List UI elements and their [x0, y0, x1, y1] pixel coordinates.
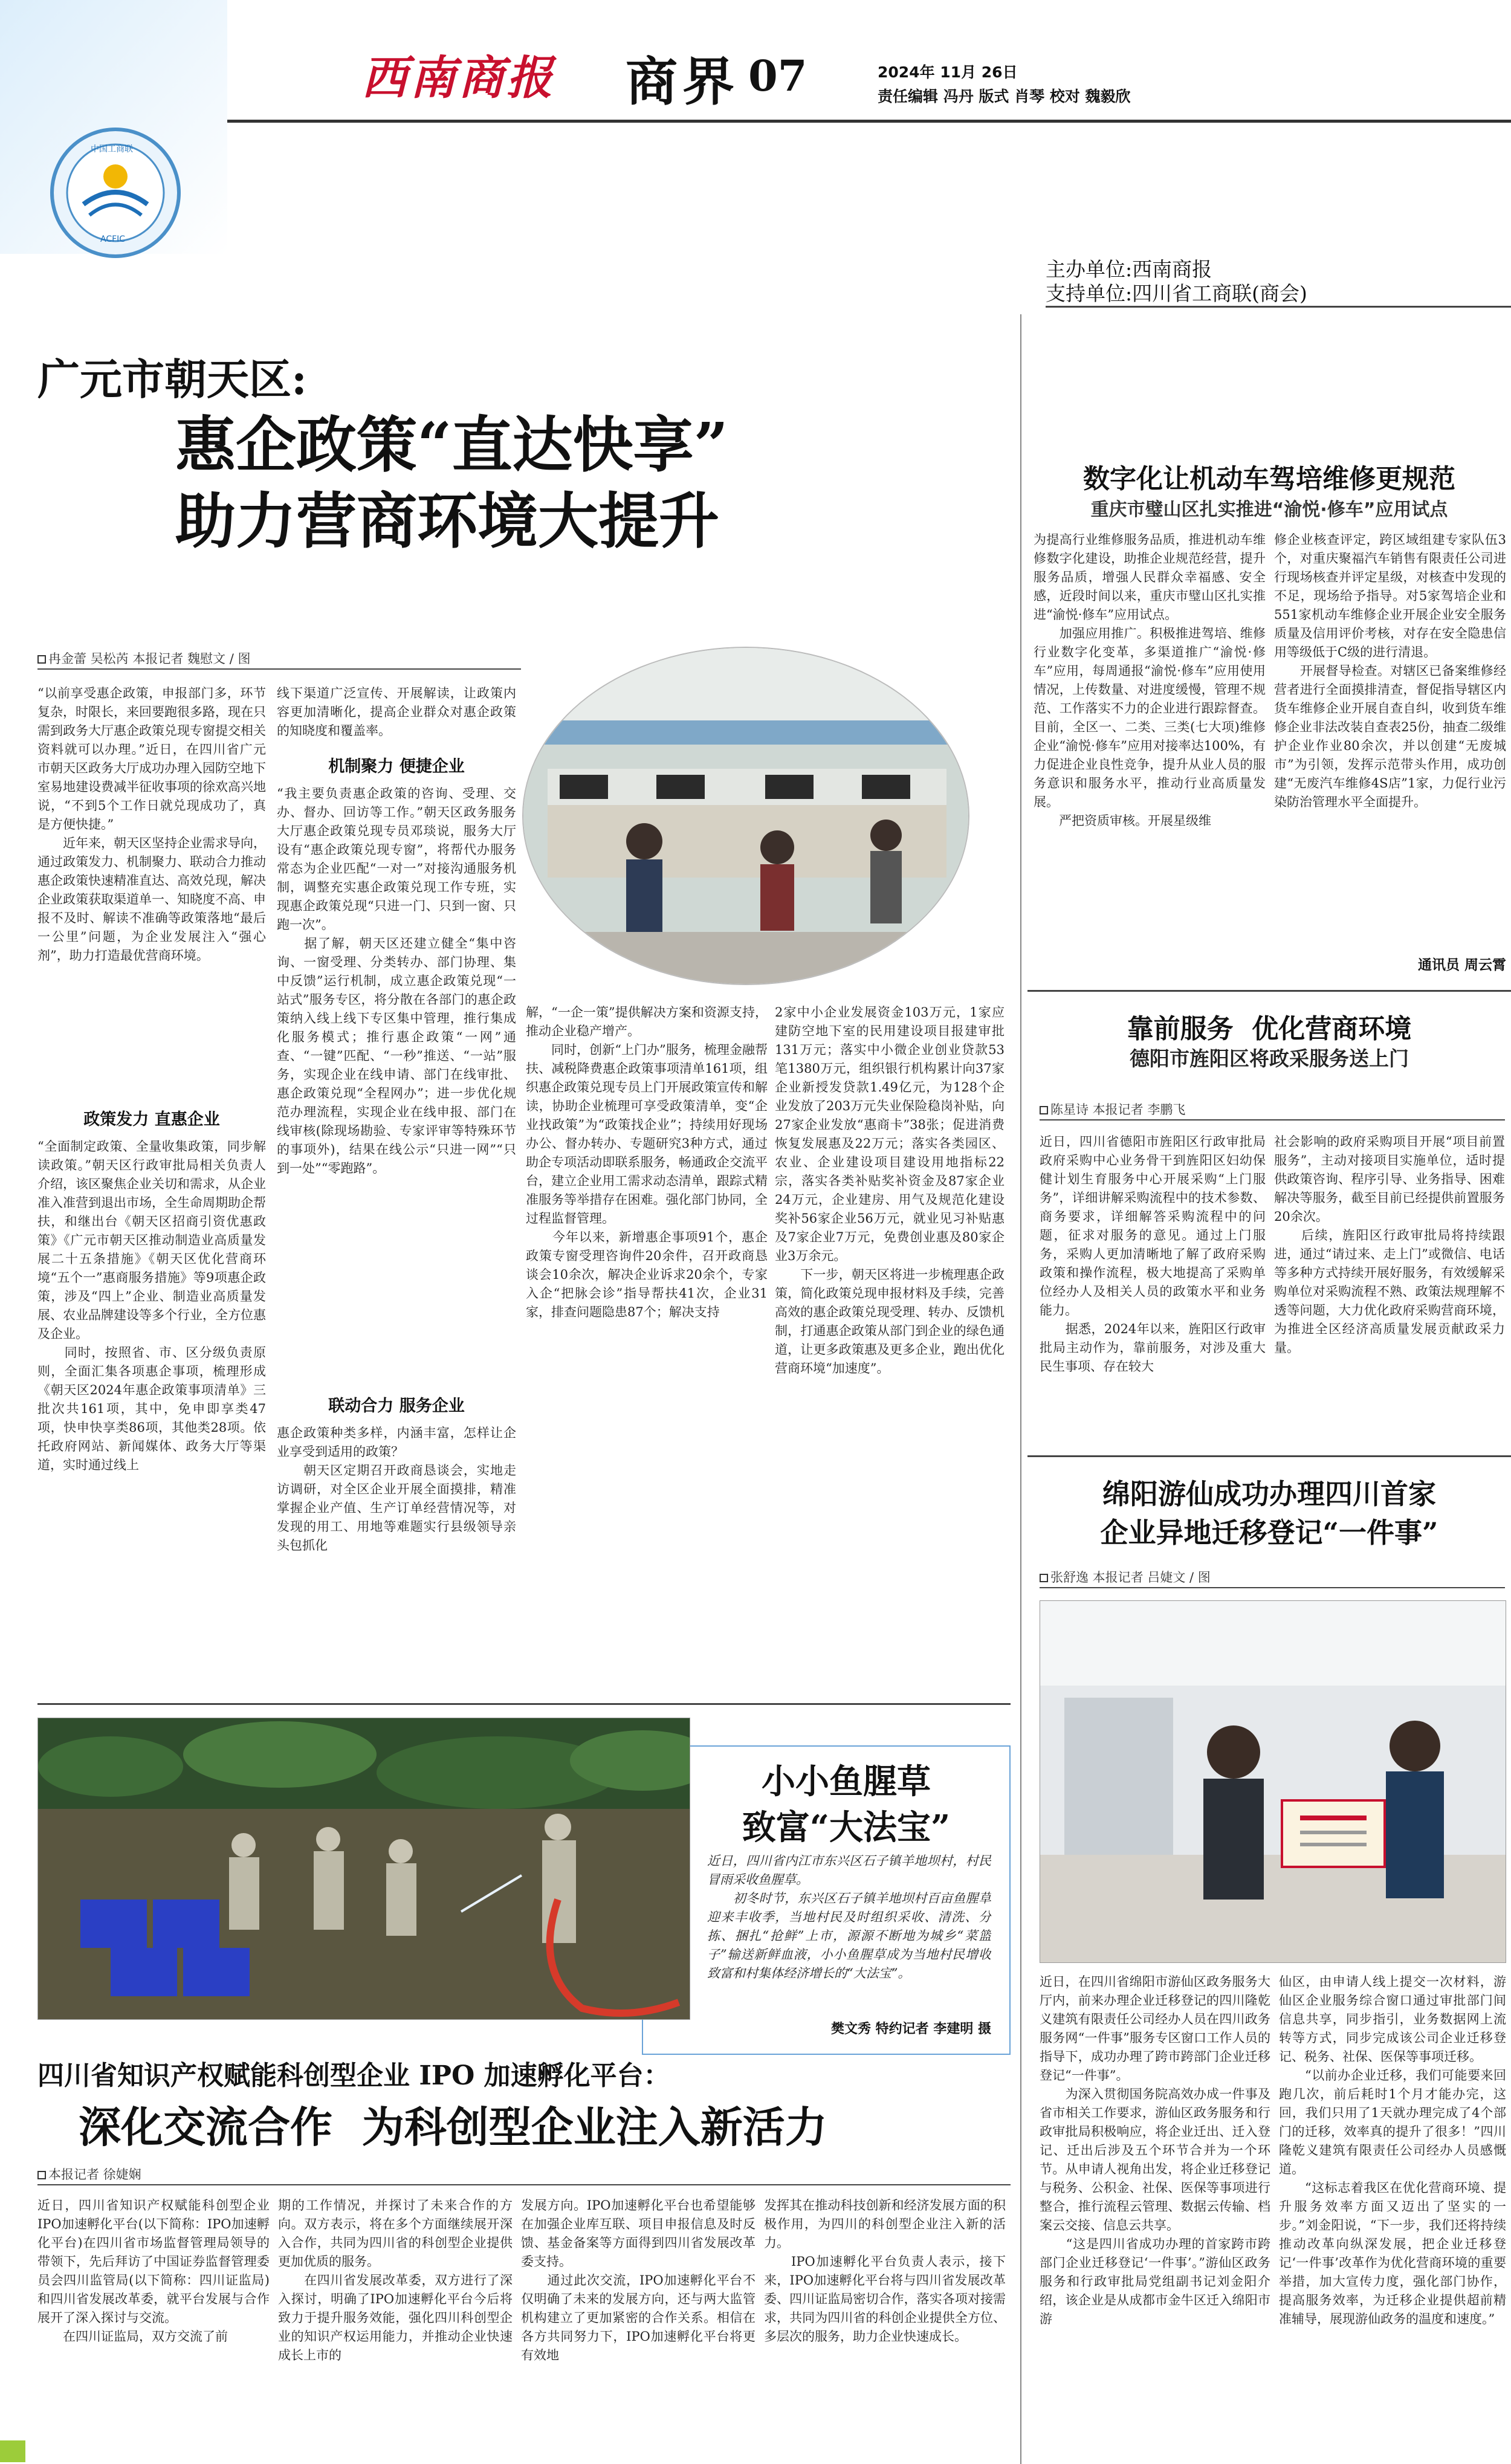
- guangyuan-kicker: 广元市朝天区:: [37, 354, 307, 404]
- byline-box-icon: [1040, 1574, 1048, 1582]
- mianyang-title-2: 企业异地迁移登记“一件事”: [1100, 1516, 1438, 1549]
- ipo-col4: 发挥其在推动科技创新和经济发展方面的积极作用，为四川的科创型企业注入新的活力。 IPO加速孵化平台负责人表示，接下来，IPO加速孵化平台将与四川省发展改革委、四川证监局密切合作，落实各项对接需求，共同为四川省的科创企业提供全方位、多层次的服务，助力企业快速成长。: [764, 2198, 1006, 2344]
- byline-box-icon: [37, 2171, 46, 2179]
- guangyuan-byline: [37, 649, 250, 667]
- masthead-logo: 西南商报: [361, 51, 555, 105]
- ipo-col1: 近日，四川省知识产权赋能科创型企业IPO加速孵化平台(以下简称：IPO加速孵化平台)在四川省市场监督管理局领导的带领下，先后拜访了中国证券监督管理委员会四川监管局(以下简称：四川证监局)和四川省发展改革委，就平台发展与合作展开了深入探讨与交流。 在四川证监局，双方交流了前: [37, 2198, 270, 2344]
- ipo-kicker: 四川省知识产权赋能科创型企业 IPO 加速孵化平台：: [37, 2060, 670, 2091]
- guangyuan-col1: “以前享受惠企政策，申报部门多，环节复杂，时限长，来回要跑很多路，现在只需到政务大厅惠企政策兑现专窗提交相关资料就可以办理。”近日，在四川省广元市朝天区政务大厅成功办理入园防空地下室易地建设费减半征收事项的徐欢高兴地说，“不到5个工作日就兑现成功了，真是方便快捷。” 近年来，朝天区坚持企业需求导向，通过政策发力、机制聚力、联动合力推动惠企政策快速精准直达、高效兑现，解决企业政策获取渠道单一、知晓度不高、申报不及时、解读不准确等政策落地“最后一公里”问题，为企业发展注入“强心剂”，助力打造最优营商环境。: [37, 686, 266, 963]
- vertical-divider: [1020, 314, 1021, 2464]
- guangyuan-byline-text: 冉金蕾 吴松芮 本报记者 魏慰文 / 图: [48, 652, 251, 666]
- deyang-byline: [1040, 1100, 1185, 1118]
- mianyang-title-1: 绵阳游仙成功办理四川首家: [1102, 1478, 1436, 1510]
- neijiang-caption: 近日，四川省内江市东兴区石子镇羊地坝村，村民冒雨采收鱼腥草。 初冬时节，东兴区石子镇羊地坝村百亩鱼腥草迎来丰收季，当地村民及时组织采收、清洗、分拣、捆扎“抢鲜”上市，源源不断地为城乡“菜篮子”输送新鲜血液，小小鱼腥草成为当地村民增收致富和村集体经济增长的“大法宝”。: [707, 1854, 991, 1981]
- ipo-byline: [37, 2165, 141, 2183]
- chongqing-col1: 为提高行业维修服务品质，推进机动车维修数字化建设，助推企业规范经营，提升服务品质，增强人民群众幸福感、安全感，近段时间以来，重庆市璧山区扎实推进“渝悦·修车”应用试点。 加强应用推广。积极推进驾培、维修行业数字化变革，多渠道推广“渝悦·修车”应用，每周通报“渝悦·修车”应用使用情况，上传数量、对进度缓慢，管理不规范、工作落实不力的企业进行跟踪督查。目前，全区一、二类、三类(七大项)维修企业“渝悦·修车”应用对接率达100%，有力促进企业良性竞争，提升从业人员的服务意识和服务水平，推动行业高质量发展。 严把资质审核。开展星级维: [1034, 532, 1266, 828]
- corner-marker: [0, 2440, 25, 2462]
- mianyang-photo-certificate-handover: [1040, 1600, 1506, 1963]
- neijiang-credit: 樊文秀 特约记者 李建明 摄: [831, 2022, 991, 2037]
- ipo-col3: 发展方向。IPO加速孵化平台也希望能够在加强企业库互联、项目申报信息及时反馈、基金备案等方面得到四川省发展改革委支持。 通过此次交流，IPO加速孵化平台不仅明确了未来的发展方向，还与两大监管机构建立了更加紧密的合作关系。相信在各方共同努力下，IPO加速孵化平台将更有效地: [521, 2198, 756, 2362]
- guangyuan-col2a: 线下渠道广泛宣传、开展解读，让政策内容更加清晰化，提高企业群众对惠企政策的知晓度和覆盖率。: [277, 686, 516, 738]
- ipo-byline-rule: [37, 2184, 1011, 2185]
- guangyuan-col3: 解，“一企一策”提供解决方案和资源支持，推动企业稳产增产。 同时，创新“上门办”服务，梳理金融帮扶、减税降费惠企政策事项清单161项，组织惠企政策兑现专员上门开展政策宣传和解读，协助企业梳理可享受政策清单，变“企业找政策”为“政策找企业”；持续用好现场办公、督办转办、专题研究3种方式，通过助企专项活动即联系服务，畅通政企交流平台，建立企业用工需求动态清单，跟踪式精准服务等举措存在困难。强化部门协同，全过程监督管理。 今年以来，新增惠企事项91个，惠企政策专窗受理咨询件20余件，召开政商恳谈会10余次，解决企业诉求20余个，专家入企“把脉会诊”指导帮扶41次，企业31家，排查问题隐患87个；解决支持: [526, 1005, 768, 1319]
- neijiang-photo-harvest: [37, 1718, 690, 2020]
- guangyuan-subhead-2: 机制聚力 便捷企业: [328, 757, 465, 776]
- mianyang-col1: 近日，在四川省绵阳市游仙区政务服务大厅内，前来办理企业迁移登记的四川隆乾义建筑有限责任公司经办人员在四川政务服务网“一件事”服务专区窗口工作人员的指导下，成功办理了跨市跨部门企业迁移登记“一件事”。 为深入贯彻国务院高效办成一件事及省市相关工作要求，游仙区政务服务和行政审批局积极响应，将企业迁出、迁入登记、迁出后涉及五个环节合并为一个环节。从申请人视角出发，将企业迁移登记与税务、公积金、社保、医保等事项进行整合，推行流程云管理、数据云传输、档案云交接、信息云共享。 “这是四川省成功办理的首家跨市跨部门企业迁移登记‘一件事’。”游仙区政务服务和行政审批局党组副书记刘金阳介绍，该企业是从成都市金牛区迁入绵阳市游: [1040, 1974, 1270, 2326]
- page-number: 07: [748, 51, 807, 101]
- guangyuan-title-1: 惠企政策“直达快享”: [175, 409, 729, 480]
- emblem-text-top: 中国工商联: [91, 144, 133, 154]
- emblem-text-bottom: ACFIC: [100, 234, 126, 244]
- byline-box-icon: [37, 655, 46, 664]
- guangyuan-title-2: 助力营商环境大提升: [175, 485, 719, 557]
- guangyuan-subhead-3: 联动合力 服务企业: [328, 1397, 465, 1415]
- chongqing-col2: 修企业核查评定，跨区域组建专家队伍3个，对重庆聚福汽车销售有限责任公司进行现场核查并评定星级，对核查中发现的不足，现场给予指导。对5家驾培企业和551家机动车维修企业开展企业安全服务质量及信用评价考核，对存在安全隐患信用等级低于C级的进行清退。 开展督导检查。对辖区已备案维修经营者进行全面摸排清查，督促指导辖区内货车维修企业开展自查自纠，收到货车维修企业非法改装自查表25份，抽查二级维护企业作业80余次，并以创建“无废城市”为引领，发挥示范带头作用，成功创建“无废汽车维修4S店”1家，力促行业污染防治管理水平全面提升。: [1274, 532, 1506, 809]
- deyang-byline-rule: [1040, 1119, 1505, 1120]
- neijiang-title-1: 小小鱼腥草: [762, 1762, 931, 1802]
- editor-credits: 责任编辑 冯丹 版式 肖琴 校对 魏毅欣: [878, 88, 1131, 105]
- host-unit: 主办单位:西南商报: [1046, 257, 1212, 281]
- sponsor-rule: [1046, 306, 1511, 308]
- section-name: 商界: [626, 51, 739, 112]
- mianyang-byline-rule: [1040, 1587, 1505, 1588]
- guangyuan-col2b: “我主要负责惠企政策的咨询、受理、交办、督办、回访等工作。”朝天区政务服务大厅惠企政策兑现专员邓琰说，服务大厅设有“惠企政策兑现专窗”，将帮代办服务常态为企业匹配“一对一”对接沟通服务机制，调整充实惠企政策兑现工作专班，实现惠企政策兑现“只进一门、只到一窗、只跑一次”。 据了解，朝天区还建立健全“集中咨询、一窗受理、分类转办、部门协理、集中反馈”运行机制，成立惠企政策兑现“一站式”服务专区，将分散在各部门的惠企政策纳入线上线下专区集中管理，推行集成化服务模式；推行惠企政策“一网”通查、“一键”匹配、“一秒”推送、“一站”服务，实现企业在线申请、部门在线审批、惠企政策兑现“全程网办”；进一步优化规范办理流程，实现企业在线申报、部门在线审核(除现场勘验、专家评审等特殊环节的事项外)，结果在线公示“只进一网”“只到一处”“零跑路”。: [277, 786, 516, 1175]
- guangyuan-byline-rule: [37, 668, 521, 670]
- guangyuan-col1b: “全面制定政策、全量收集政策，同步解读政策。”朝天区行政审批局相关负责人介绍，该区聚焦企业关切和需求，从企业准入准营到退出市场，全生命周期助企帮扶，和继出台《朝天区招商引资优惠政策》《广元市朝天区推动制造业高质量发展二十五条措施》《朝天区优化营商环境“五个一”惠商服务措施》等9项惠企政策，涉及“四上”企业、制造业高质量发展、农业品牌建设等多个行业，全方位惠及企业。 同时，按照省、市、区分级负责原则，全面汇集各项惠企事项，梳理形成《朝天区2024年惠企政策事项清单》三批次共161项，其中，免申即享类47项，快申快享类86项，其他类28项。依托政府网站、新闻媒体、政务大厅等渠道，实时通过线上: [37, 1139, 266, 1472]
- chongqing-bottom-rule: [1027, 990, 1511, 992]
- support-unit: 支持单位:四川省工商联(商会): [1046, 282, 1307, 305]
- guangyuan-subhead-1: 政策发力 直惠企业: [83, 1110, 220, 1129]
- deyang-subtitle: 德阳市旌阳区将政采服务送上门: [1130, 1047, 1409, 1070]
- ipo-byline-text: 本报记者 徐婕娴: [48, 2167, 141, 2182]
- mianyang-col2: 仙区，由申请人线上提交一次材料，游仙区企业服务综合窗口通过审批部门间信息共享，同步指引，业务数据网上流转等方式，同步完成该公司企业迁移登记、税务、社保、医保等事项迁移。 “以前办企业迁移，我们可能要来回跑几次，前后耗时1个月才能办完，这回，我们只用了1天就办理完成了4个部门的迁移，效率真的提升了很多！”四川隆乾义建筑有限责任公司经办人员感慨道。 “这标志着我区在优化营商环境、提升服务效率方面又迈出了坚实的一步。”刘金阳说，“下一步，我们还将持续推动改革向纵深发展，把企业迁移登记‘一件事’改革作为优化营商环境的重要举措，加大宣传力度，强化部门协作，提高服务效率，为迁移企业提供超前精准辅导，展现游仙政务的温度和速度。”: [1279, 1974, 1506, 2326]
- guangyuan-col4: 2家中小企业发展资金103万元，1家应建防空地下室的民用建设项目报建审批131万元；落实中小微企业创业贷款53笔1380万元，组织银行机构累计向37家企业新授发贷款1.49亿元，为128个企业发放了203万元失业保险稳岗补贴，向27家企业发放“惠商卡”38张；促进消费恢复发展惠及22万元；落实各类园区、农业、企业建设项目建设用地指标22宗，落实各类补贴奖补资金及87家企业24万元，企业建房、用气及规范化建设奖补56家企业56万元，就业见习补贴惠及7家企业7万元，免费创业惠及80家企业3万余元。 下一步，朝天区将进一步梳理惠企政策，简化政策兑现申报材料及手续，完善高效的惠企政策兑现受理、转办、反馈机制，打通惠企政策从部门到企业的绿色通道，让更多政策惠及更多企业，跑出优化营商环境“加速度”。: [775, 1005, 1005, 1376]
- mianyang-byline-text: 张舒逸 本报记者 吕婕文 / 图: [1050, 1570, 1211, 1585]
- ipo-col2: 期的工作情况，并探讨了未来合作的方向。双方表示，将在多个方面继续展开深入合作，共同为四川省的科创型企业提供更加优质的服务。 在四川省发展改革委，双方进行了深入探讨，明确了IPO加速孵化平台今后将致力于提升服务效能，强化四川科创型企业的知识产权运用能力，并推动企业快速成长上市的: [278, 2198, 513, 2362]
- chongqing-subtitle: 重庆市璧山区扎实推进“渝悦·修车”应用试点: [1090, 499, 1448, 520]
- guangyuan-bottom-rule: [37, 1703, 1011, 1705]
- issue-date: 2024年 11月 26日: [878, 63, 1018, 81]
- chongqing-credit: 通讯员 周云霄: [1417, 957, 1506, 973]
- header-rule: [227, 120, 1511, 123]
- deyang-byline-text: 陈星诗 本报记者 李鹏飞: [1050, 1102, 1186, 1117]
- deyang-col1: 近日，四川省德阳市旌阳区行政审批局政府采购中心业务骨干到旌阳区妇幼保健计划生育服务中心开展采购“上门服务”，详细讲解采购流程中的技术参数、商务要求，详细解答采购流程中的问题，征求对服务的意见。通过上门服务，采购人更加清晰地了解了政府采购政策和操作流程，极大地提高了采购单位经办人及相关人员的政策水平和业务能力。 据悉，2024年以来，旌阳区行政审批局主动作为，靠前服务，对涉及重大民生事项、存在较大: [1040, 1134, 1266, 1374]
- guangyuan-col2c: 惠企政策种类多样，内涵丰富，怎样让企业享受到适用的政策？ 朝天区定期召开政商恳谈会，实地走访调研，对全区企业开展全面摸排，精准掌握企业产值、生产订单经营情况等，对发现的用工、用地等难题实行县级领导亲头包抓化: [277, 1426, 516, 1553]
- byline-box-icon: [1040, 1106, 1048, 1114]
- chongqing-title: 数字化让机动车驾培维修更规范: [1083, 464, 1455, 494]
- deyang-bottom-rule: [1027, 1455, 1511, 1457]
- deyang-col2: 社会影响的政府采购项目开展“项目前置服务”，主动对接项目实施单位，适时提供政策咨询、程序引导、业务指导、困难解决等服务，截至目前已经提供前置服务20余次。 后续，旌阳区行政审批局将持续跟进，通过“请过来、走上门”或微信、电话等多种方式持续开展好服务，有效缓解采购单位对采购流程不熟、政策法规理解不透等问题，大力优化政府采购营商环境，为推进全区经济高质量发展贡献政采力量。: [1274, 1134, 1505, 1355]
- ipo-title: 深化交流合作 为科创型企业注入新活力: [79, 2102, 827, 2152]
- neijiang-title-2: 致富“大法宝”: [742, 1808, 951, 1848]
- deyang-title: 靠前服务 优化营商环境: [1127, 1014, 1412, 1044]
- guangyuan-photo-office-hall: [522, 647, 969, 985]
- mianyang-byline: [1040, 1568, 1211, 1586]
